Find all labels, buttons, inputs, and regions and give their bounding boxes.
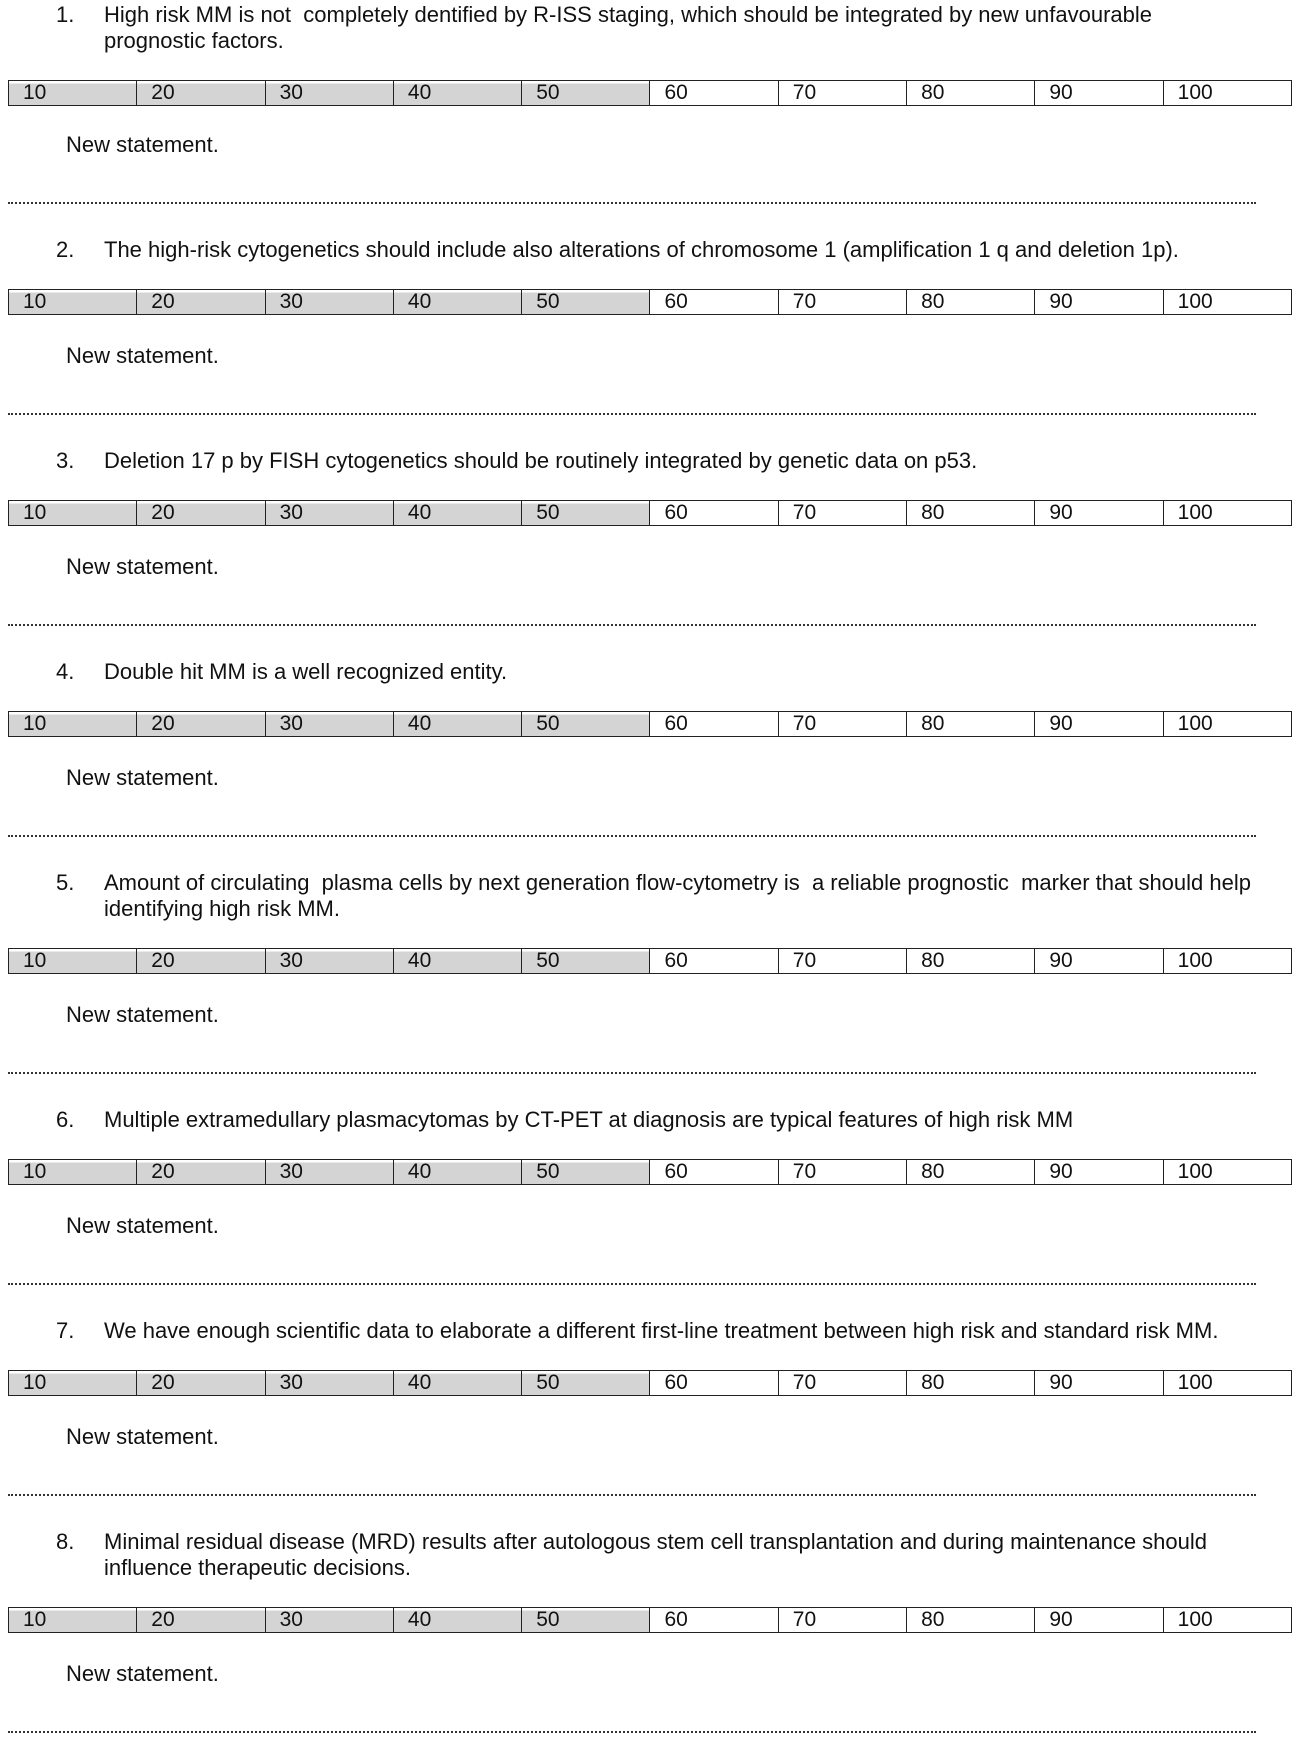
- scale-option-label: 80: [921, 1160, 945, 1183]
- scale-option-label: 20: [151, 1608, 175, 1631]
- scale-option-label: 90: [1049, 1371, 1073, 1394]
- scale-option-60[interactable]: [650, 712, 778, 736]
- agreement-scale-8: [8, 1607, 1292, 1633]
- scale-option-label: 30: [279, 949, 303, 972]
- new-statement-label: New statement.: [66, 1661, 219, 1686]
- scale-option-label: 60: [664, 712, 688, 735]
- scale-option-label: 50: [536, 712, 560, 735]
- scale-option-label: 100: [1177, 81, 1213, 104]
- scale-option-90[interactable]: [1035, 1371, 1163, 1395]
- scale-option-label: 90: [1049, 81, 1073, 104]
- scale-option-label: 50: [536, 290, 560, 313]
- scale-option-label: 20: [151, 949, 175, 972]
- scale-option-label: 90: [1049, 501, 1073, 524]
- scale-option-20[interactable]: [137, 1160, 265, 1184]
- scale-option-70[interactable]: [779, 1608, 907, 1632]
- scale-option-label: 30: [279, 1160, 303, 1183]
- scale-option-label: 100: [1177, 712, 1213, 735]
- scale-option-40[interactable]: [394, 290, 522, 314]
- question-text: Multiple extramedullary plasmacytomas by CT-PET at diagnosis are typical features of high risk MM: [104, 1107, 1074, 1132]
- scale-option-label: 80: [921, 1608, 945, 1631]
- scale-option-label: 40: [407, 290, 432, 313]
- scale-option-60[interactable]: [650, 1160, 778, 1184]
- question-text: We have enough scientific data to elaborate a different first-line treatment between high risk and standard risk MM.: [104, 1318, 1219, 1343]
- scale-option-label: 20: [151, 501, 175, 524]
- scale-option-label: 70: [792, 949, 817, 972]
- scale-option-80[interactable]: [907, 949, 1035, 973]
- scale-option-label: 20: [151, 290, 175, 313]
- scale-option-80[interactable]: [907, 1608, 1035, 1632]
- scale-option-label: 80: [921, 501, 945, 524]
- scale-option-80[interactable]: [907, 1160, 1035, 1184]
- scale-option-label: 80: [921, 949, 945, 972]
- scale-option-label: 70: [792, 1608, 817, 1631]
- scale-option-label: 100: [1177, 1371, 1213, 1394]
- scale-option-90[interactable]: [1035, 81, 1163, 105]
- scale-option-label: 20: [151, 1160, 175, 1183]
- scale-option-label: 70: [792, 1371, 817, 1394]
- scale-option-60[interactable]: [650, 1608, 778, 1632]
- scale-option-100[interactable]: [1164, 1371, 1291, 1395]
- scale-option-90[interactable]: [1035, 290, 1163, 314]
- scale-option-70[interactable]: [779, 1160, 907, 1184]
- scale-option-label: 10: [23, 1160, 47, 1183]
- scale-option-60[interactable]: [650, 81, 778, 105]
- scale-option-70[interactable]: [779, 949, 907, 973]
- scale-option-30[interactable]: [266, 290, 394, 314]
- scale-option-label: 20: [151, 1371, 175, 1394]
- question-text: Amount of circulating plasma cells by next generation flow-cytometry is a reliable prognostic marker that should help identifying high risk MM.: [104, 870, 1251, 921]
- scale-option-70[interactable]: [779, 712, 907, 736]
- scale-option-70[interactable]: [779, 81, 907, 105]
- scale-option-90[interactable]: [1035, 1160, 1163, 1184]
- scale-option-80[interactable]: [907, 81, 1035, 105]
- scale-option-20[interactable]: [137, 290, 265, 314]
- scale-option-label: 10: [23, 290, 47, 313]
- scale-option-30[interactable]: [266, 712, 394, 736]
- new-statement-label: New statement.: [66, 1002, 219, 1027]
- agreement-scale-1: [8, 80, 1292, 106]
- scale-option-label: 90: [1049, 290, 1073, 313]
- scale-option-label: 70: [792, 290, 817, 313]
- agreement-scale-5: [8, 948, 1292, 974]
- scale-option-100[interactable]: [1164, 290, 1291, 314]
- scale-option-label: 40: [407, 712, 432, 735]
- scale-option-label: 90: [1049, 949, 1073, 972]
- scale-option-label: 20: [151, 712, 175, 735]
- scale-option-40[interactable]: [394, 81, 522, 105]
- scale-option-label: 60: [664, 290, 688, 313]
- scale-option-label: 50: [536, 949, 560, 972]
- scale-option-label: 50: [536, 81, 560, 104]
- scale-option-50[interactable]: [522, 1371, 650, 1395]
- scale-option-60[interactable]: [650, 1371, 778, 1395]
- scale-option-100[interactable]: [1164, 1160, 1291, 1184]
- question-number: 7.: [56, 1318, 75, 1343]
- scale-option-50[interactable]: [522, 290, 650, 314]
- new-statement-label: New statement.: [66, 343, 219, 368]
- question-number: 8.: [56, 1529, 75, 1554]
- scale-option-100[interactable]: [1164, 501, 1291, 525]
- scale-option-80[interactable]: [907, 712, 1035, 736]
- new-statement-entry-line[interactable]: [8, 835, 1256, 837]
- new-statement-entry-line[interactable]: [8, 202, 1256, 204]
- new-statement-entry-line[interactable]: [8, 1731, 1256, 1733]
- scale-option-label: 70: [792, 501, 817, 524]
- agreement-scale-7: [8, 1370, 1292, 1396]
- scale-option-90[interactable]: [1035, 501, 1163, 525]
- scale-option-label: 100: [1177, 290, 1213, 313]
- agreement-scale-3: [8, 500, 1292, 526]
- scale-option-10[interactable]: [9, 1608, 137, 1632]
- scale-option-10[interactable]: [9, 712, 137, 736]
- scale-option-60[interactable]: [650, 501, 778, 525]
- scale-option-60[interactable]: [650, 290, 778, 314]
- scale-option-label: 10: [23, 1608, 47, 1631]
- scale-option-40[interactable]: [394, 712, 522, 736]
- new-statement-label: New statement.: [66, 1424, 219, 1449]
- scale-option-70[interactable]: [779, 1371, 907, 1395]
- scale-option-10[interactable]: [9, 81, 137, 105]
- scale-option-50[interactable]: [522, 949, 650, 973]
- scale-option-50[interactable]: [522, 1160, 650, 1184]
- scale-option-label: 90: [1049, 1608, 1073, 1631]
- question-number: 2.: [56, 237, 75, 262]
- scale-option-20[interactable]: [137, 1371, 265, 1395]
- scale-option-100[interactable]: [1164, 949, 1291, 973]
- question-text: Deletion 17 p by FISH cytogenetics should be routinely integrated by genetic data on p53.: [104, 448, 978, 473]
- scale-option-80[interactable]: [907, 1371, 1035, 1395]
- scale-option-label: 10: [23, 81, 47, 104]
- scale-option-label: 100: [1177, 949, 1213, 972]
- scale-option-40[interactable]: [394, 1608, 522, 1632]
- new-statement-entry-line[interactable]: [8, 413, 1256, 415]
- scale-option-label: 20: [151, 81, 175, 104]
- question-number: 4.: [56, 659, 75, 684]
- scale-option-label: 30: [279, 81, 303, 104]
- scale-option-label: 100: [1177, 1608, 1213, 1631]
- scale-option-label: 70: [792, 712, 817, 735]
- scale-option-label: 40: [407, 81, 432, 104]
- scale-option-40[interactable]: [394, 1371, 522, 1395]
- scale-option-70[interactable]: [779, 290, 907, 314]
- scale-option-80[interactable]: [907, 290, 1035, 314]
- scale-option-label: 50: [536, 501, 560, 524]
- scale-option-30[interactable]: [266, 1608, 394, 1632]
- question-text: The high-risk cytogenetics should include also alterations of chromosome 1 (amplification 1 q and deletion 1p).: [104, 237, 1179, 262]
- scale-option-label: 90: [1049, 712, 1073, 735]
- new-statement-label: New statement.: [66, 1213, 219, 1238]
- scale-option-label: 60: [664, 949, 688, 972]
- scale-option-label: 30: [279, 712, 303, 735]
- new-statement-label: New statement.: [66, 765, 219, 790]
- scale-option-100[interactable]: [1164, 81, 1291, 105]
- scale-option-30[interactable]: [266, 501, 394, 525]
- scale-option-label: 100: [1177, 501, 1213, 524]
- question-text: Double hit MM is a well recognized entity.: [104, 659, 508, 684]
- question-number: 1.: [56, 2, 75, 27]
- new-statement-entry-line[interactable]: [8, 1494, 1256, 1496]
- scale-option-20[interactable]: [137, 81, 265, 105]
- scale-option-label: 70: [792, 81, 817, 104]
- scale-option-90[interactable]: [1035, 712, 1163, 736]
- scale-option-30[interactable]: [266, 81, 394, 105]
- scale-option-label: 40: [407, 501, 432, 524]
- scale-option-10[interactable]: [9, 501, 137, 525]
- scale-option-30[interactable]: [266, 949, 394, 973]
- scale-option-label: 10: [23, 1371, 47, 1394]
- scale-option-40[interactable]: [394, 1160, 522, 1184]
- question-number: 3.: [56, 448, 75, 473]
- scale-option-40[interactable]: [394, 501, 522, 525]
- scale-option-90[interactable]: [1035, 1608, 1163, 1632]
- agreement-scale-4: [8, 711, 1292, 737]
- scale-option-90[interactable]: [1035, 949, 1163, 973]
- scale-option-label: 90: [1049, 1160, 1073, 1183]
- scale-option-40[interactable]: [394, 949, 522, 973]
- scale-option-label: 60: [664, 1608, 688, 1631]
- scale-option-label: 40: [407, 949, 432, 972]
- scale-option-100[interactable]: [1164, 712, 1291, 736]
- scale-option-label: 50: [536, 1608, 560, 1631]
- scale-option-10[interactable]: [9, 1160, 137, 1184]
- new-statement-label: New statement.: [66, 554, 219, 579]
- scale-option-30[interactable]: [266, 1160, 394, 1184]
- scale-option-label: 10: [23, 949, 47, 972]
- new-statement-entry-line[interactable]: [8, 1072, 1256, 1074]
- scale-option-label: 60: [664, 1160, 688, 1183]
- scale-option-label: 100: [1177, 1160, 1213, 1183]
- scale-option-label: 50: [536, 1371, 560, 1394]
- scale-option-70[interactable]: [779, 501, 907, 525]
- scale-option-label: 30: [279, 1608, 303, 1631]
- scale-option-20[interactable]: [137, 501, 265, 525]
- scale-option-label: 60: [664, 1371, 688, 1394]
- question-number: 5.: [56, 870, 75, 895]
- agreement-scale-2: [8, 289, 1292, 315]
- scale-option-10[interactable]: [9, 949, 137, 973]
- scale-option-label: 30: [279, 1371, 303, 1394]
- scale-option-label: 50: [536, 1160, 560, 1183]
- scale-option-label: 10: [23, 712, 47, 735]
- scale-option-label: 80: [921, 81, 945, 104]
- scale-option-20[interactable]: [137, 949, 265, 973]
- scale-option-20[interactable]: [137, 1608, 265, 1632]
- scale-option-60[interactable]: [650, 949, 778, 973]
- scale-option-label: 40: [407, 1371, 432, 1394]
- scale-option-label: 30: [279, 290, 303, 313]
- scale-option-100[interactable]: [1164, 1608, 1291, 1632]
- scale-option-30[interactable]: [266, 1371, 394, 1395]
- scale-option-label: 40: [407, 1160, 432, 1183]
- scale-option-50[interactable]: [522, 501, 650, 525]
- scale-option-80[interactable]: [907, 501, 1035, 525]
- new-statement-label: New statement.: [66, 132, 219, 157]
- question-text: Minimal residual disease (MRD) results after autologous stem cell transplantation and during maintenance should influence therapeutic decisions.: [104, 1529, 1208, 1580]
- scale-option-label: 80: [921, 290, 945, 313]
- agreement-scale-6: [8, 1159, 1292, 1185]
- scale-option-50[interactable]: [522, 1608, 650, 1632]
- scale-option-label: 80: [921, 1371, 945, 1394]
- scale-option-label: 80: [921, 712, 945, 735]
- scale-option-label: 40: [407, 1608, 432, 1631]
- question-text: High risk MM is not completely dentified by R-ISS staging, which should be integrated by new unfavourable prognostic factors.: [104, 2, 1152, 53]
- scale-option-50[interactable]: [522, 712, 650, 736]
- scale-option-20[interactable]: [137, 712, 265, 736]
- scale-option-10[interactable]: [9, 290, 137, 314]
- new-statement-entry-line[interactable]: [8, 624, 1256, 626]
- scale-option-label: 10: [23, 501, 47, 524]
- scale-option-label: 30: [279, 501, 303, 524]
- scale-option-label: 70: [792, 1160, 817, 1183]
- question-number: 6.: [56, 1107, 75, 1132]
- scale-option-label: 60: [664, 501, 688, 524]
- scale-option-10[interactable]: [9, 1371, 137, 1395]
- new-statement-entry-line[interactable]: [8, 1283, 1256, 1285]
- scale-option-label: 60: [664, 81, 688, 104]
- scale-option-50[interactable]: [522, 81, 650, 105]
